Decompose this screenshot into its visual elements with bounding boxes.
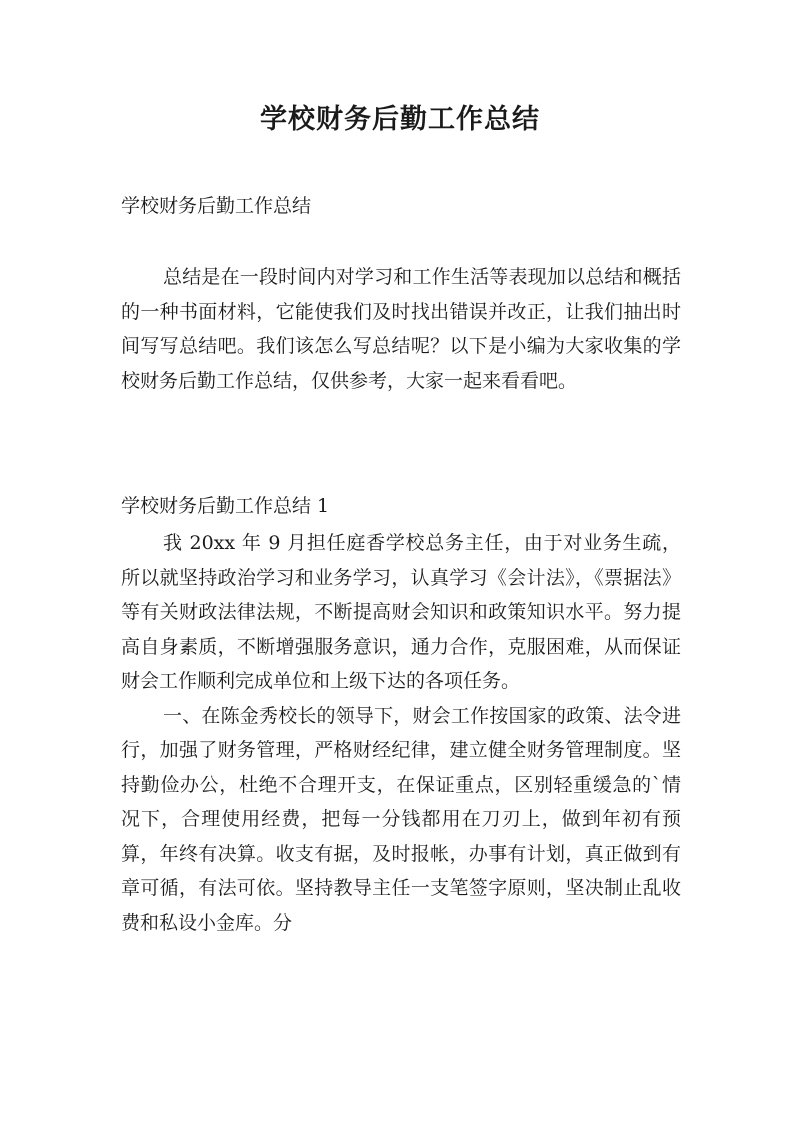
- body-paragraph-1: 我 20xx 年 9 月担任庭香学校总务主任，由于对业务生疏，所以就坚持政治学习和业务学习，认真学习《会计法》，《票据法》等有关财政法律法规，不断提高财会知识和政策知识水平。努力提高自身素质，不断增强服务意识，通力合作，克服困难，从而保证财会工作顺利完成单位和上级下达的各项任务。: [121, 532, 681, 692]
- document-title: 学校财务后勤工作总结: [260, 104, 540, 135]
- body-paragraph-2: 一、在陈金秀校长的领导下，财会工作按国家的政策、法令进行，加强了财务管理，严格财经纪律，建立健全财务管理制度。坚持勤俭办公，杜绝不合理开支，在保证重点，区别轻重缓急的`情况下，合理使用经费，把每一分钱都用在刀刃上，做到年初有预算，年终有决算。收支有据，及时报帐，办事有计划，真正做到有章可循，有法可依。坚持教导主任一支笔签字原则，坚决制止乱收费和私设小金库。分: [121, 704, 681, 934]
- document-subtitle: 学校财务后勤工作总结: [121, 195, 312, 217]
- section-heading: 学校财务后勤工作总结 1: [121, 495, 330, 517]
- body-text: [121, 526, 681, 940]
- intro-paragraph: 总结是在一段时间内对学习和工作生活等表现加以总结和概括的一种书面材料，它能使我们及时找出错误并改正，让我们抽出时间写写总结吧。我们该怎么写总结呢？以下是小编为大家收集的学校财务后勤工作总结，仅供参考，大家一起来看看吧。: [121, 266, 681, 392]
